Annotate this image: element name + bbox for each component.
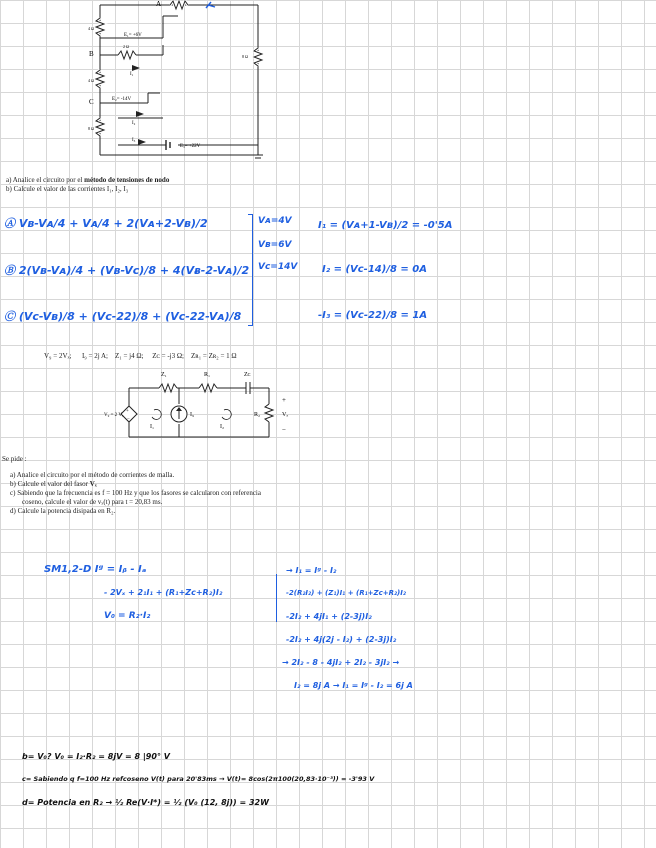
question2-c-line2: coseno, calcule el valor de vₓ(t) para t = 20,83 ms. (22, 498, 163, 506)
current-i2-label: I₂ (132, 121, 136, 126)
hand2-answer-c: c= Sabiendo q f=100 Hz refcoseno V(t) para 20'83ms → V(t)= 8cos(2π100(20,83·10⁻³)) = -3'93 V (22, 775, 375, 783)
res-left1-label: 4 Ω (88, 26, 94, 31)
current-i1-label: I₁ (130, 72, 134, 77)
z1-label: Z₁ (161, 372, 167, 378)
questions-1 (6, 176, 306, 194)
source-e3-label: E₃= +22V (180, 144, 201, 149)
hand-eq-a: Ⓐ Vʙ-Vᴀ/4 + Vᴀ/4 + 2(Vᴀ+2-Vʙ)/2 (4, 217, 208, 230)
zc-label: Zᴄ (244, 372, 251, 378)
hand2-right2: -2(R₂I₂) + (Z₁)I₁ + (R₁+Zc+R₂)I₂ (286, 589, 406, 597)
hand-result-a: Vᴀ=4V (258, 216, 292, 226)
circuit-diagram-1 (88, 0, 268, 162)
plus-label: + (282, 396, 286, 404)
current-i3-label: I₃ (132, 138, 136, 143)
hand-eq-c: Ⓒ (Vᴄ-Vʙ)/8 + (Vᴄ-22)/8 + (Vᴄ-22-Vᴀ)/8 (4, 310, 242, 323)
hand2-line3: V₀ = R₂·I₂ (104, 611, 151, 621)
hand2-right6: I₂ = 8j A → I₁ = Iᵍ - I₂ = 6j A (294, 681, 413, 690)
question2-b-bold: Vₓ (89, 480, 97, 488)
res-mid-label: 2 Ω (123, 44, 129, 49)
mesh-i2-label: I₂ (220, 424, 225, 430)
hand2-answer-b: b= V₀? V₀ = I₂·R₂ = 8jV = 8 |90° V (22, 752, 170, 761)
node-a-label: A (156, 0, 162, 8)
node-c-label: C (89, 98, 94, 106)
hand2-right1: → I₁ = Iᵍ - I₂ (286, 566, 337, 575)
question2-c-line1: c) Sabiendo que la frecuencia es f = 100 Hz y que los fasores se calcularon con referencia (10, 489, 261, 497)
hand2-right5: → 2I₂ - 8 - 4jI₂ + 2I₂ - 3jI₂ → (282, 658, 400, 667)
svg-text:+: + (126, 409, 129, 414)
questions-2 (2, 455, 382, 516)
r1-label: R₁ (204, 372, 211, 378)
r2-label: R₂ (254, 412, 261, 418)
questions-intro: Se pide : (2, 455, 27, 463)
hand2-right4: -2I₂ + 4j(2j - I₂) + (2-3j)I₂ (286, 635, 397, 644)
source-e1-label: E₁= +6V (124, 33, 142, 38)
hand-result-b: Vʙ=6V (258, 240, 292, 250)
vx-label: Vₓ (282, 412, 289, 418)
hand2-right3: -2I₂ + 4jI₁ + (2-3j)I₂ (286, 612, 372, 621)
hand2-line2: - 2Vₓ + 2₁I₁ + (R₁+Zc+R₂)I₂ (104, 588, 223, 597)
hand-current-i2: I₂ = (Vᴄ-14)/8 = 0A (322, 264, 427, 275)
question2-a: a) Analice el circuito por el método de corrientes de malla. (10, 471, 175, 479)
hand2-line1: SM1,2-D Iᵍ = Iᵦ - Iₐ (44, 564, 147, 575)
question-a-prefix: a) Analice el circuito por el (6, 176, 85, 184)
hand2-answer-d: d= Potencia en R₂ → ½ Re(V·I*) = ½ (V₀ (12, 8j)) = 32W (22, 798, 269, 807)
minus-label: − (282, 426, 286, 434)
node-b-label: B (89, 50, 94, 58)
ig-label: I₉ (190, 412, 195, 418)
mesh-i1-label: I₁ (150, 424, 155, 430)
question-a-bold: método de tensiones de nodo (84, 176, 170, 184)
hand2-bracket (276, 574, 277, 622)
res-left3-label: 8 Ω (88, 126, 94, 131)
vg-label: V₉ = 2 Vₓ (104, 413, 124, 418)
hand-eq-b: Ⓑ 2(Vʙ-Vᴀ)/4 + (Vʙ-Vᴄ)/8 + 4(Vᴃ-2-Vᴀ)/2 (4, 264, 250, 277)
given-values: V₉ = 2Vₓ; I₉ = 2j A; Z₁ = j4 Ω; Zᴄ = -j3 Ω; Zʀ₁ = Zʀ₂ = 1 Ω (44, 352, 237, 360)
res-left2-label: 4 Ω (88, 78, 94, 83)
svg-text:−: − (127, 417, 130, 422)
question2-d: d) Calcule la potencia disipada en R₂. (10, 507, 116, 515)
source-e2-label: E₂= -14V (112, 97, 132, 102)
circuit-diagram-2 (104, 362, 304, 442)
hand-result-c: Vᴄ=14V (258, 262, 298, 272)
question2-b-prefix: b) Calcule el valor del fasor (10, 480, 90, 488)
hand-current-i3: -I₃ = (Vᴄ-22)/8 = 1A (318, 310, 428, 321)
hand-brace (248, 214, 253, 326)
hand-current-i1: I₁ = (Vᴀ+1-Vʙ)/2 = -0'5A (318, 220, 453, 231)
question-b: b) Calcule el valor de las corrientes I₁, I₂, I₃ (6, 185, 129, 193)
res-right-label: 8 Ω (242, 54, 248, 59)
